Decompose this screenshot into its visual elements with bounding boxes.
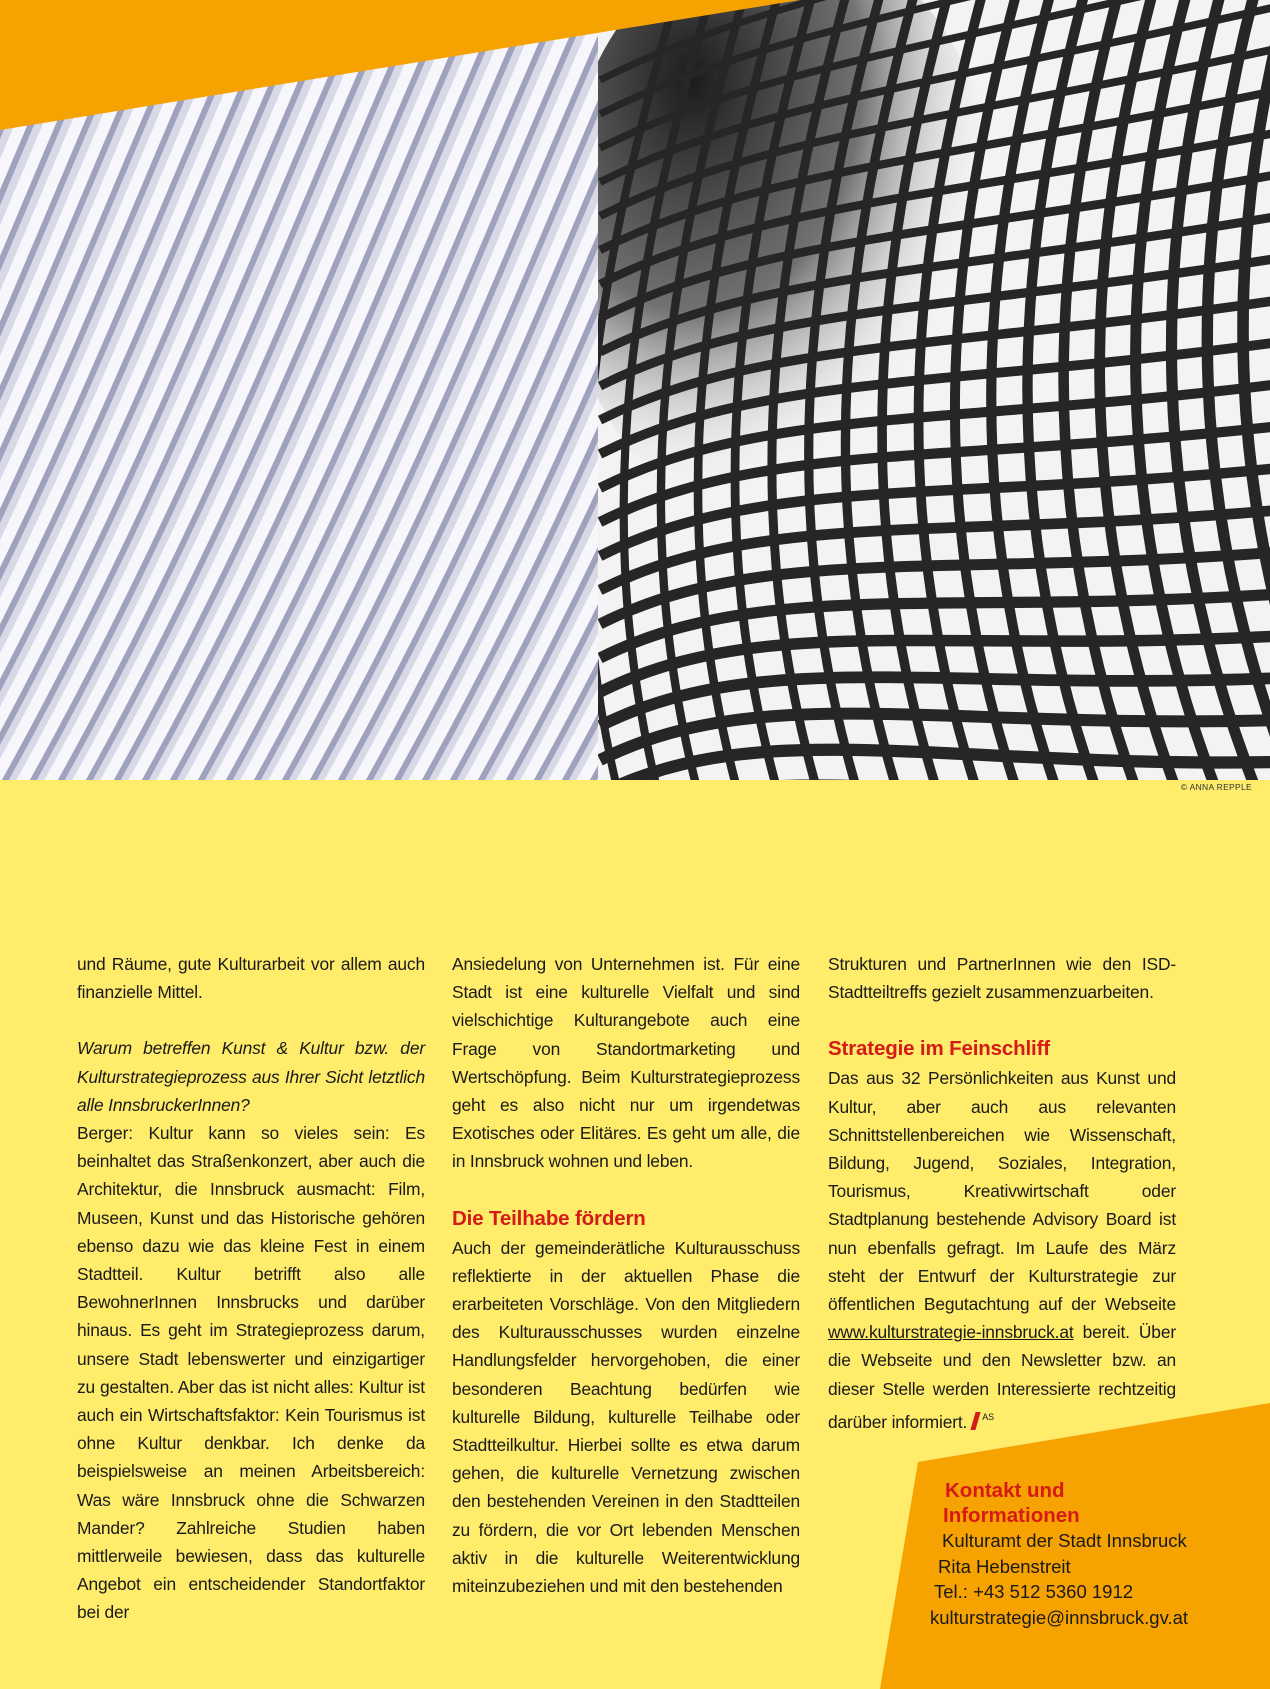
author-initials: AS	[982, 1411, 994, 1422]
hero-artwork	[0, 0, 1270, 780]
website-link[interactable]: www.kulturstrategie-innsbruck.at	[828, 1322, 1074, 1343]
contact-email[interactable]: kulturstrategie@innsbruck.gv.at	[930, 1606, 1189, 1628]
section-heading: Die Teilhabe fördern	[452, 1206, 646, 1230]
photo-credit: © ANNA REPPLE	[1180, 782, 1252, 792]
contact-org: Kulturamt der Stadt Innsbruck	[942, 1530, 1187, 1551]
contact-person: Rita Hebenstreit	[938, 1555, 1071, 1577]
interview-question: Warum betreffen Kunst & Kultur bzw. der Kulturstrategieprozess aus Ihrer Sicht letztlich alle InnsbruckerInnen?	[77, 1038, 425, 1115]
column-3	[828, 950, 1176, 1436]
section-heading: Strategie im Feinschliff	[828, 1037, 1050, 1061]
interview-answer: Berger: Kultur kann so vieles sein: Es beinhaltet das Straßenkonzert, aber auch die Architektur, die Innsbruck ausmacht: Film, Museen, Kunst und das Historische gehören ebenso dazu wie das kleine Fest in einem Stadtteil. Kultur betrifft also alle BewohnerInnen Innsbrucks und darüber hinaus. Es geht im Strategieprozess darum, unsere Stadt lebenswerter und einzigartiger zu gestalten. Aber das ist nicht alles: Kultur ist auch ein Wirtschaftsfaktor: Kein Tourismus ist ohne Kultur denkbar. Ich denke da beispielsweise an meinen Arbeitsbereich: Was wäre Innsbruck ohne die Schwarzen Mander? Zahlreiche Studien haben mittlerweile bewiesen, dass das kulturelle Angebot ein entscheidender Standortfaktor bei der	[77, 1123, 425, 1623]
contact-phone[interactable]: Tel.: +43 512 5360 1912	[934, 1581, 1134, 1602]
contact-box	[930, 1478, 1270, 1630]
paragraph: Das aus 32 Persönlichkeiten aus Kunst und Kultur, aber auch aus relevanten Schnittstellenbereichen wie Wissenschaft, Bildung, Jugend, Soziales, Integration, Tourismus, Kreativwirtschaft oder Stadtplanung bestehende Advisory Board ist nun ebenfalls gefragt. Im Laufe des März steht der Entwurf der Kulturstrategie zur öffentlichen Begutachtung auf der Webseite www.kulturstrategie-innsbruck.at bereit. Über die Webseite und den Newsletter bzw. an dieser Stelle werden Interessierte rechtzeitig darüber informiert. $^{AS}$	[828, 1068, 1176, 1432]
contact-heading-line2: Informationen	[943, 1504, 1080, 1527]
paragraph: Strukturen und PartnerInnen wie den ISD-Stadtteiltreffs gezielt zusammenzuarbeiten.	[828, 954, 1176, 1003]
paragraph: und Räume, gute Kulturarbeit vor allem auch finanzielle Mittel.	[77, 954, 425, 1003]
paragraph: Ansiedelung von Unternehmen ist. Für eine Stadt ist eine kulturelle Vielfalt und sind vielschichtige Kulturangebote auch eine Frage von Standortmarketing und Wertschöpfung. Beim Kulturstrategieprozess geht es also nicht nur um irgendetwas Exotisches oder Elitäres. Es geht um alle, die in Innsbruck wohnen und leben.	[452, 954, 800, 1172]
paragraph: Auch der gemeinderätliche Kulturausschuss reflektierte in der aktuellen Phase die erarbeiteten Vorschläge. Von den Mitgliedern des Kulturausschusses wurden einzelne Handlungsfelder hervorgehoben, die einer besonderen Beachtung bedürfen wie kulturelle Bildung, kulturelle Teilhabe oder Stadtteilkultur. Hierbei sollte es etwa darum gehen, die kulturelle Vernetzung zwischen den bestehenden Vereinen in den Stadtteilen zu fördern, die vor Ort lebenden Menschen aktiv in die kulturelle Weiterentwicklung miteinzubeziehen und mit den bestehenden	[452, 1237, 800, 1597]
artwork-image	[0, 0, 1270, 780]
contact-heading-line1: Kontakt und	[945, 1479, 1065, 1502]
